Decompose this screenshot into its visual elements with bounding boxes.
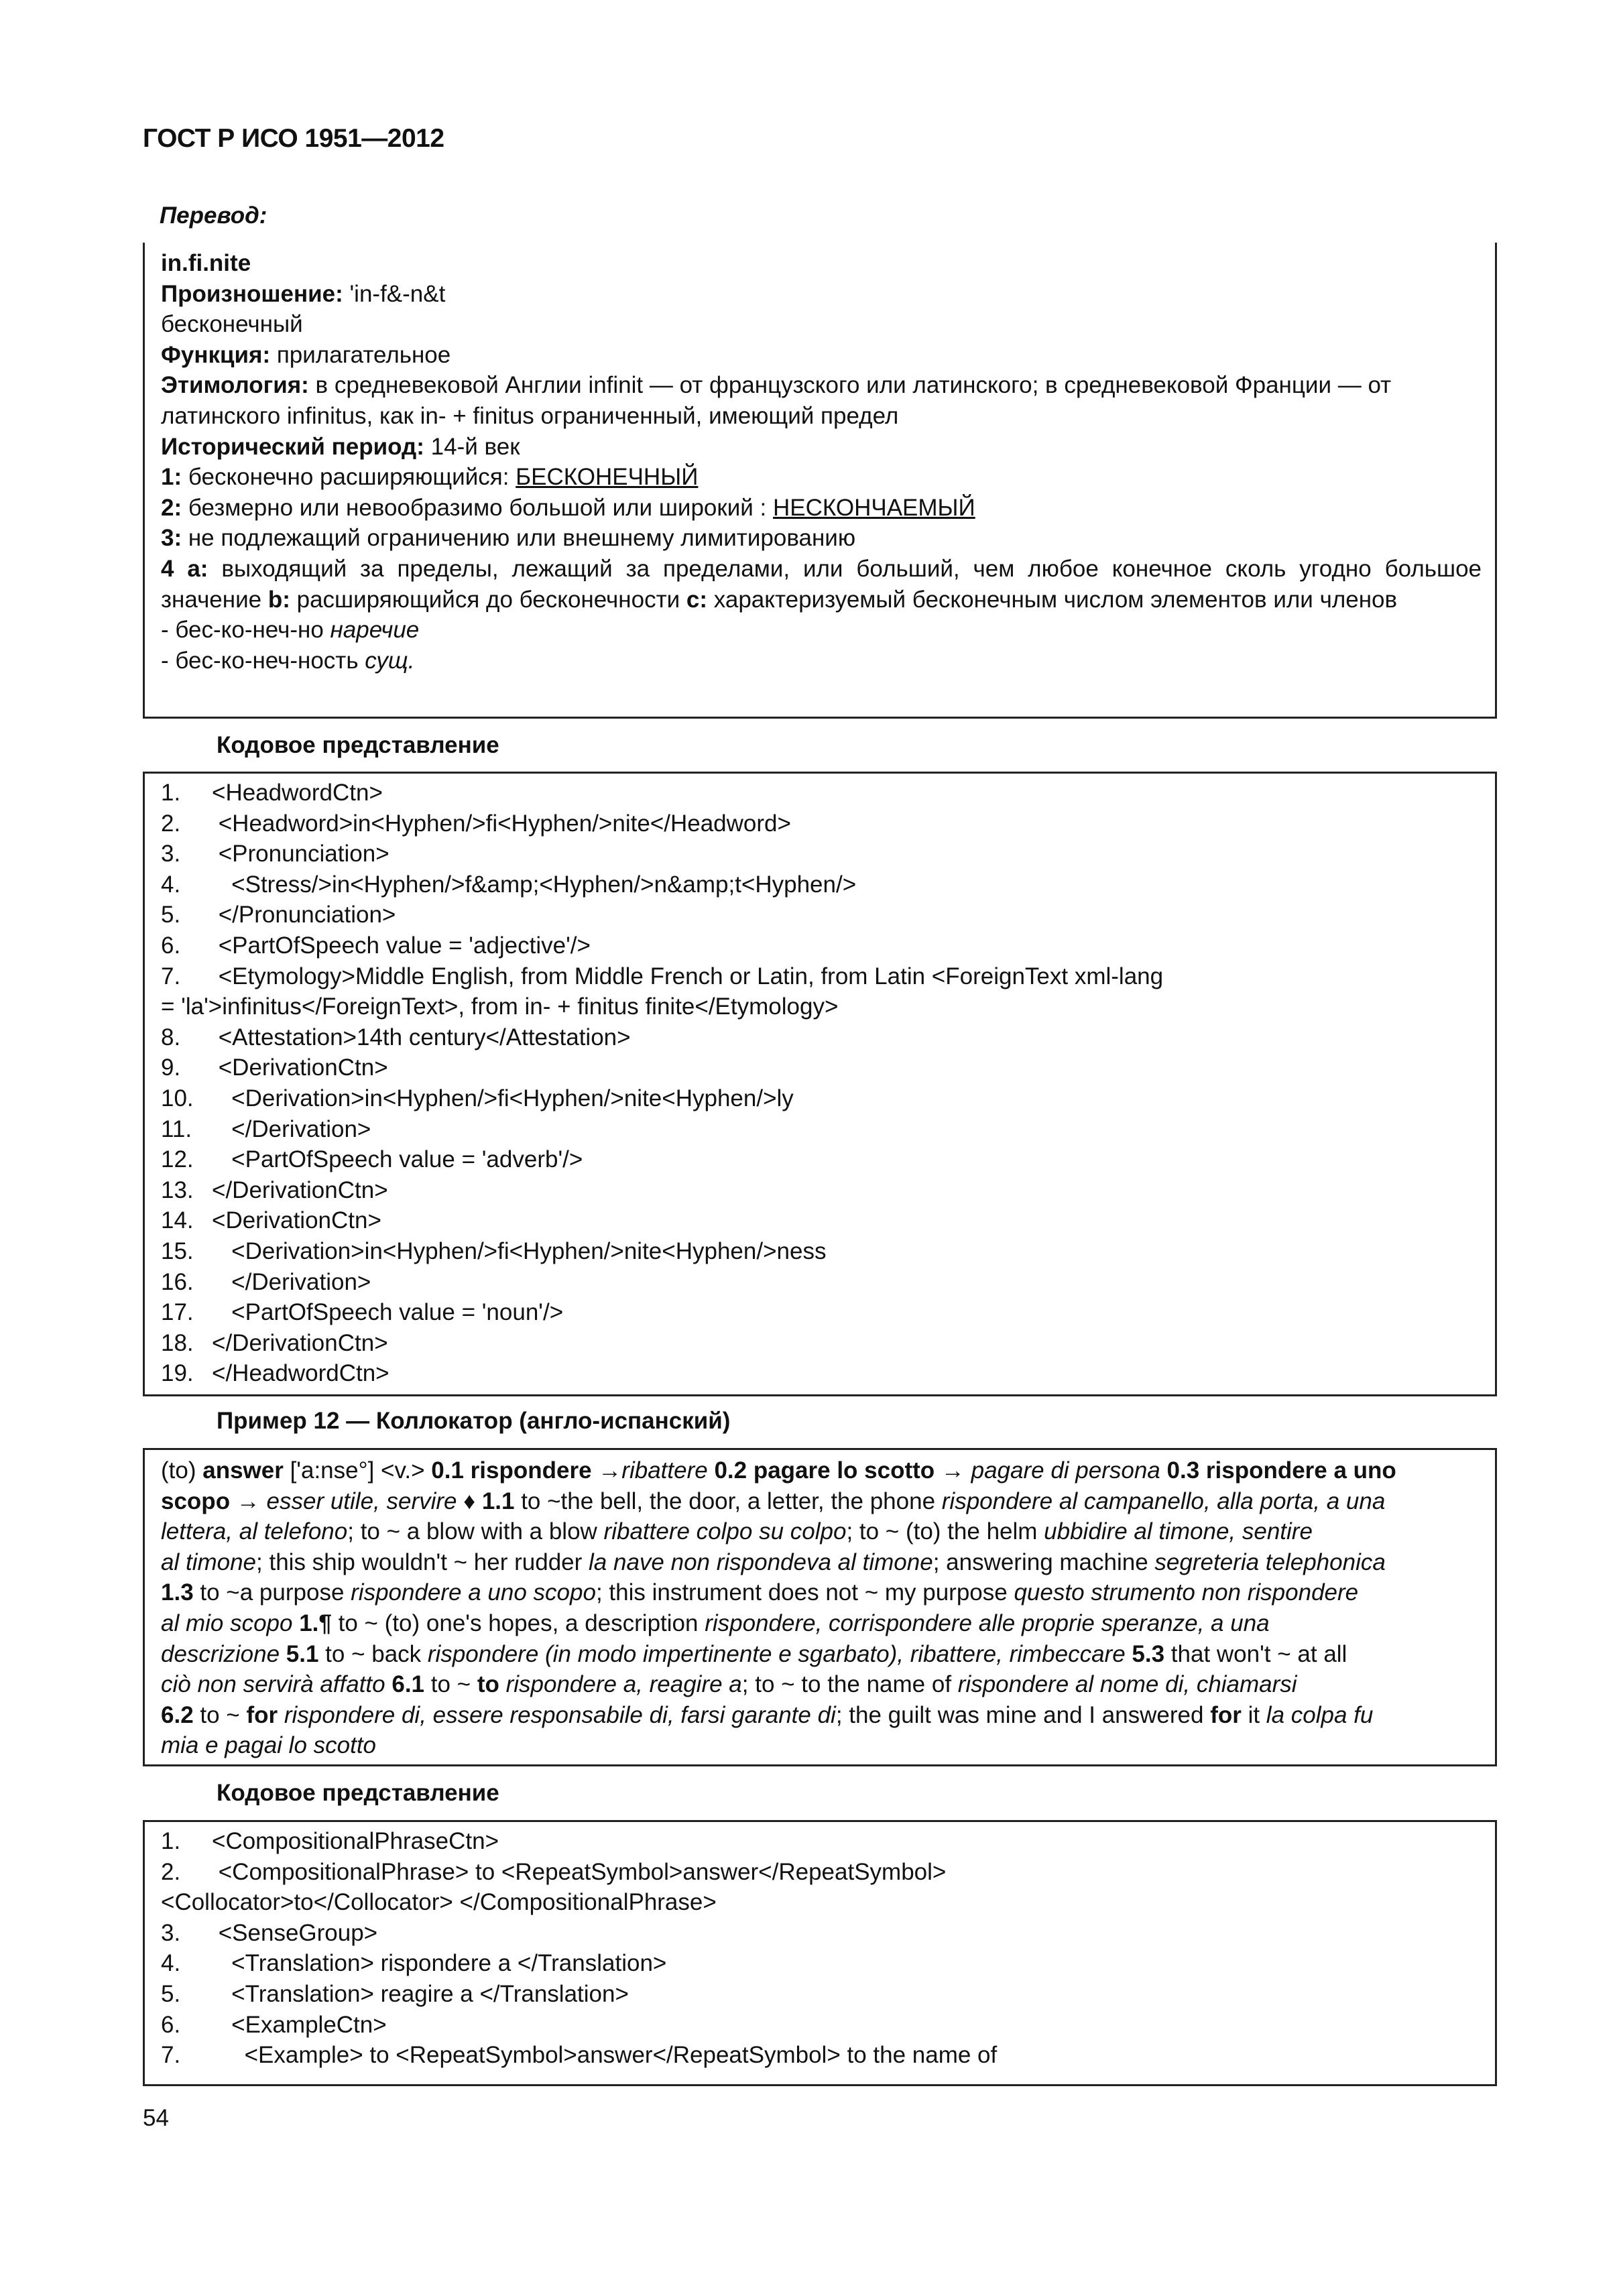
code-line-text: <CompositionalPhraseCtn> [212, 1828, 499, 1854]
code-line-text: = 'la'>infinitus</ForeignText>, from in- + finitus finite</Etymology> [161, 993, 839, 1020]
pronunciation-value: 'in-f&-n&t [343, 280, 446, 307]
code-line-number: 1. [161, 1828, 181, 1854]
code-line-number: 2. [161, 810, 181, 837]
collocator-text: scopo [161, 1488, 231, 1514]
code-line-number: 14. [161, 1207, 194, 1234]
function-line [161, 340, 1482, 371]
page-number: 54 [143, 2105, 169, 2131]
collocator-text [280, 1641, 286, 1667]
code-line [161, 869, 1482, 900]
sense-1-text: бесконечно расширяющийся: [182, 464, 516, 491]
collocator-text: ciò non servirà affatto [161, 1671, 385, 1698]
code-line-number: 1. [161, 780, 181, 806]
code-representation-box-2 [143, 1820, 1497, 2086]
collocator-text: la nave non rispondeva al timone [589, 1549, 933, 1575]
code-line [161, 1918, 1482, 1949]
collocator-text: to ~the bell, the door, a letter, the phone [514, 1488, 942, 1514]
pronunciation-line [161, 279, 1482, 310]
code-line [161, 839, 1482, 869]
code-line-number: 13. [161, 1176, 194, 1203]
code-line [161, 1175, 1482, 1206]
collocator-text: 5.1 [286, 1640, 319, 1667]
collocator-text: to ~a purpose [193, 1579, 351, 1606]
sense-2-number: 2: [161, 494, 182, 521]
code-line-text: <Attestation>14th century</Attestation> [212, 1024, 631, 1050]
code-line [161, 1114, 1482, 1145]
collocator-text: 0.1 rispondere [431, 1457, 592, 1484]
collocator-text [278, 1702, 284, 1728]
code-line-text: </DerivationCtn> [212, 1176, 388, 1203]
code-line [161, 1236, 1482, 1267]
code-line-text: </Derivation> [212, 1268, 371, 1295]
code-line-number: 10. [161, 1085, 194, 1111]
code-line [161, 961, 1482, 992]
code-line-number: 17. [161, 1299, 194, 1326]
derivative-1 [161, 615, 1482, 646]
code-line-number: 18. [161, 1329, 194, 1356]
code-line-text: <SenseGroup> [212, 1919, 378, 1946]
code-line [161, 778, 1482, 808]
sense-4b-text: расширяющийся до бесконечности [290, 586, 686, 613]
etymology-value-2: латинского infinitus, как in- + finitus ограниченный, имеющий предел [161, 402, 899, 429]
headword: in.fi.nite [161, 250, 251, 276]
code-line-text: <Etymology>Middle English, from Middle French or Latin, from Latin <ForeignText xml-lang [212, 963, 1164, 989]
code-line [161, 2010, 1482, 2041]
collocator-text [499, 1671, 506, 1697]
collocator-line [161, 1516, 1482, 1547]
code-representation-box-1 [143, 772, 1497, 1396]
code-line [161, 900, 1482, 930]
code-line-number: 19. [161, 1360, 194, 1387]
collocator-line [161, 1639, 1482, 1670]
collocator-text: for [246, 1701, 278, 1728]
code-line-text: <Translation> reagire a </Translation> [212, 1980, 629, 2007]
sense-2-text: безмерно или невообразимо большой или широкий : [182, 494, 773, 521]
document-header: ГОСТ Р ИСО 1951—2012 [143, 124, 444, 153]
dictionary-entry-box [143, 243, 1497, 719]
collocator-line [161, 1669, 1482, 1700]
code-line-number: 2. [161, 1858, 181, 1885]
gloss: бесконечный [161, 311, 303, 338]
collocator-text: segreteria telephonica [1154, 1549, 1386, 1575]
collocator-text: to ~ [424, 1671, 477, 1698]
code-line-number: 5. [161, 902, 181, 928]
code-line-number: 6. [161, 2011, 181, 2038]
function-label: Функция: [161, 341, 271, 368]
collocator-text: questo strumento non rispondere [1014, 1579, 1359, 1606]
code-line [161, 808, 1482, 839]
collocator-text: → [230, 1488, 267, 1514]
collocator-text: ribattere [621, 1457, 708, 1484]
sense-3-number: 3: [161, 525, 182, 552]
collocator-text: → [591, 1457, 622, 1484]
code-line-number: 16. [161, 1268, 194, 1295]
collocator-text: ; to ~ (to) the helm [846, 1518, 1044, 1545]
code-line-text: <PartOfSpeech value = 'noun'/> [212, 1299, 564, 1326]
code-line-text: <DerivationCtn> [212, 1054, 388, 1081]
derivative-2 [161, 646, 1482, 676]
code-line-number: 9. [161, 1054, 181, 1081]
collocator-text: ubbidire al timone, sentire [1044, 1518, 1313, 1545]
collocator-text: to [477, 1671, 499, 1698]
collocator-text: 6.2 [161, 1701, 194, 1728]
code-line-text: <Collocator>to</Collocator> </CompositionalPhrase> [161, 1889, 717, 1916]
sense-3 [161, 523, 1482, 554]
collocator-text: that won't ~ at all [1164, 1640, 1347, 1667]
code-representation-label-1: Кодовое представление [217, 732, 499, 758]
collocator-text: 1.1 [481, 1488, 515, 1514]
collocator-text [708, 1457, 715, 1484]
code-line-text: <PartOfSpeech value = 'adverb'/> [212, 1146, 583, 1173]
code-line-number: 15. [161, 1237, 194, 1264]
collocator-text: al timone [161, 1549, 257, 1575]
code-line-text: <Pronunciation> [212, 841, 389, 867]
code-line-number: 11. [161, 1115, 192, 1142]
code-line-text: <CompositionalPhrase> to <RepeatSymbol>answer</RepeatSymbol> [212, 1858, 947, 1885]
history-line [161, 432, 1482, 463]
collocator-text: 1.¶ [299, 1610, 332, 1636]
collocator-text: ♦ [457, 1488, 482, 1514]
collocator-text: to ~ back [318, 1640, 428, 1667]
code-line [161, 1328, 1482, 1359]
collocator-text: descrizione [161, 1640, 280, 1667]
code-line-number: 12. [161, 1146, 194, 1173]
code-line-number: 4. [161, 1950, 181, 1977]
collocator-text: ; answering machine [933, 1549, 1155, 1575]
collocator-text: answer [202, 1457, 284, 1484]
collocator-text: pagare di persona [971, 1457, 1160, 1484]
collocator-text: to ~ [193, 1701, 247, 1728]
sense-4a-number: 4 a: [161, 555, 208, 582]
code-line [161, 2040, 1482, 2071]
derivative-1-pos: наречие [330, 617, 420, 644]
collocator-line [161, 1730, 1482, 1761]
code-line-text: <Stress/>in<Hyphen/>f&amp;<Hyphen/>n&amp;t<Hyphen/> [212, 871, 857, 898]
sense-1-number: 1: [161, 464, 182, 491]
sense-1 [161, 462, 1482, 493]
code-line [161, 1083, 1482, 1114]
code-line [161, 1297, 1482, 1328]
code-line [161, 930, 1482, 961]
collocator-line [161, 1455, 1482, 1486]
function-value: прилагательное [270, 341, 451, 368]
code-line-text: </Derivation> [212, 1115, 371, 1142]
code-line-number: 8. [161, 1024, 181, 1050]
pronunciation-label: Произношение: [161, 280, 343, 307]
sense-4a-text: выходящий за пределы, лежащий за пределами, или больший, чем любое конечное сколь угодно большое значение [161, 555, 1482, 613]
collocator-text [1126, 1641, 1132, 1667]
sense-1-xref: БЕСКОНЕЧНЫЙ [516, 464, 699, 491]
collocator-text: ['a:nse°] <v.> [283, 1457, 432, 1484]
code-line [161, 1857, 1482, 1888]
collocator-text: 0.2 pagare lo scotto [714, 1457, 935, 1484]
code-line [161, 1205, 1482, 1236]
code-line-text: <Translation> rispondere a </Translation> [212, 1950, 667, 1977]
code-representation-label-2: Кодовое представление [217, 1780, 499, 1806]
collocator-text: rispondere (in modo impertinente e sgarbato), ribattere, rimbeccare [427, 1640, 1126, 1667]
code-line [161, 1979, 1482, 2010]
collocator-text: to ~ (to) one's hopes, a description [331, 1610, 705, 1636]
code-line-text: <DerivationCtn> [212, 1207, 381, 1234]
collocator-text: 0.3 rispondere a uno [1166, 1457, 1396, 1484]
collocator-text: esser utile, servire [266, 1488, 457, 1514]
collocator-example-box [143, 1448, 1497, 1766]
code-line-text: <HeadwordCtn> [212, 780, 383, 806]
collocator-text: rispondere al campanello, alla porta, a una [941, 1488, 1386, 1514]
collocator-text [385, 1671, 392, 1697]
sense-2 [161, 493, 1482, 524]
code-line-number: 6. [161, 932, 181, 959]
code-line [161, 1022, 1482, 1053]
collocator-text: ribattere colpo su colpo [603, 1518, 847, 1545]
code-line [161, 1887, 1482, 1918]
example-12-label: Пример 12 — Коллокатор (англо-испанский) [217, 1408, 731, 1434]
collocator-line [161, 1700, 1482, 1731]
sense-4 [161, 554, 1482, 615]
collocator-text: ; this ship wouldn't ~ her rudder [256, 1549, 589, 1575]
code-line [161, 1267, 1482, 1298]
code-line-text: <Derivation>in<Hyphen/>fi<Hyphen/>nite<Hyphen/>ly [212, 1085, 794, 1111]
code-line [161, 1948, 1482, 1979]
collocator-text: rispondere a uno scopo [351, 1579, 596, 1606]
code-line [161, 1052, 1482, 1083]
collocator-text: rispondere, corrispondere alle proprie speranze, a una [705, 1610, 1270, 1636]
code-line-number: 3. [161, 1919, 181, 1946]
derivative-2-pos: сущ. [365, 647, 415, 674]
code-line-text: <Headword>in<Hyphen/>fi<Hyphen/>nite</Headword> [212, 810, 791, 837]
history-value: 14-й век [424, 433, 520, 460]
code-line-text: <PartOfSpeech value = 'adjective'/> [212, 932, 591, 959]
collocator-text: la colpa fu [1266, 1701, 1374, 1728]
collocator-text: 6.1 [392, 1671, 425, 1698]
collocator-text: → [935, 1457, 971, 1484]
collocator-text: it [1241, 1701, 1266, 1728]
sense-3-text: не подлежащий ограничению или внешнему лимитированию [182, 525, 856, 552]
etymology-value-1: в средневековой Англии infinit — от французского или латинского; в средневековой Франции — от [308, 372, 1392, 399]
sense-4b-number: b: [267, 586, 290, 613]
collocator-text: 5.3 [1132, 1640, 1165, 1667]
sense-4c-number: c: [686, 586, 708, 613]
collocator-text: rispondere a, reagire a [505, 1671, 742, 1698]
collocator-line [161, 1608, 1482, 1639]
collocator-text: ; the guilt was mine and I answered [835, 1701, 1211, 1728]
code-line-text: <ExampleCtn> [212, 2011, 387, 2038]
collocator-line [161, 1547, 1482, 1578]
code-line [161, 1826, 1482, 1857]
code-line [161, 1144, 1482, 1175]
collocator-text: rispondere al nome di, chiamarsi [957, 1671, 1297, 1698]
collocator-text: mia e pagai lo scotto [161, 1732, 377, 1759]
sense-2-xref: НЕСКОНЧАЕМЫЙ [772, 494, 975, 521]
collocator-text: al mio scopo [161, 1610, 293, 1636]
code-line-number: 7. [161, 963, 181, 989]
code-line-text: </HeadwordCtn> [212, 1360, 389, 1387]
code-line-text: </Pronunciation> [212, 902, 396, 928]
sense-4c-text: характеризуемый бесконечным числом элементов или членов [707, 586, 1398, 613]
code-line-text: <Derivation>in<Hyphen/>fi<Hyphen/>nite<Hyphen/>ness [212, 1237, 827, 1264]
code-line-text: </DerivationCtn> [212, 1329, 388, 1356]
collocator-text: rispondere di, essere responsabile di, farsi garante di [284, 1701, 836, 1728]
collocator-line [161, 1577, 1482, 1608]
etymology-line [161, 370, 1482, 401]
code-line [161, 991, 1482, 1022]
collocator-text: (to) [161, 1457, 203, 1484]
code-line-number: 7. [161, 2042, 181, 2069]
code-line-number: 5. [161, 1980, 181, 2007]
collocator-text: for [1210, 1701, 1242, 1728]
translation-label: Перевод: [160, 202, 267, 229]
collocator-text: 1.3 [161, 1579, 194, 1606]
collocator-text: ; to ~ a blow with a blow [347, 1518, 604, 1545]
code-line-text: <Example> to <RepeatSymbol>answer</RepeatSymbol> to the name of [212, 2042, 998, 2069]
derivative-2-text: - бес-ко-неч-ность [161, 647, 365, 674]
code-line [161, 1358, 1482, 1389]
etymology-label: Этимология: [161, 372, 309, 399]
collocator-text [1160, 1457, 1167, 1484]
collocator-line [161, 1486, 1482, 1517]
collocator-text: lettera, al telefono [161, 1518, 348, 1545]
collocator-text: ; this instrument does not ~ my purpose [595, 1579, 1014, 1606]
collocator-text: ; to ~ to the name of [741, 1671, 958, 1698]
history-label: Исторический период: [161, 433, 424, 460]
code-line-number: 4. [161, 871, 181, 898]
collocator-text [292, 1610, 299, 1636]
code-line-number: 3. [161, 841, 181, 867]
derivative-1-text: - бес-ко-неч-но [161, 617, 330, 644]
